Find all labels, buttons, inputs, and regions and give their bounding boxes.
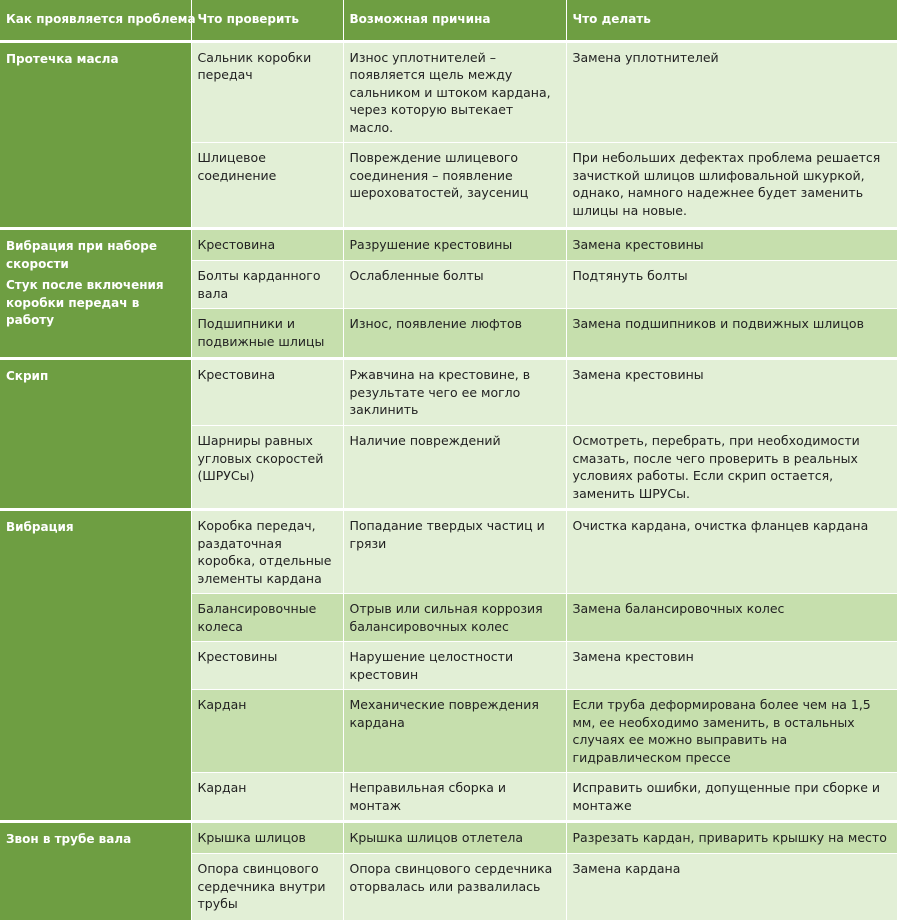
cause-cell: Разрушение крестовины xyxy=(343,229,566,261)
problem-cell xyxy=(0,822,191,921)
cause-cell: Ржавчина на крестовине, в результате чего ее могло заклинить xyxy=(343,359,566,426)
action-cell: Подтянуть болты xyxy=(566,261,897,309)
check-cell: Балансировочные колеса xyxy=(191,594,343,642)
cause-cell: Повреждение шлицевого соединения – появление шероховатостей, заусениц xyxy=(343,143,566,229)
table-row xyxy=(0,229,897,261)
cause-cell: Ослабленные болты xyxy=(343,261,566,309)
problem-text: Скрип xyxy=(6,369,49,383)
header-cause: Возможная причина xyxy=(343,0,566,41)
check-cell: Крестовина xyxy=(191,359,343,426)
check-cell: Шлицевое соединение xyxy=(191,143,343,229)
action-cell: При небольших дефектах проблема решается зачисткой шлицов шлифовальной шкуркой, однако, намного надежнее будет заменить шлицы на новые. xyxy=(566,143,897,229)
problem-text: Звон в трубе вала xyxy=(6,832,132,846)
cause-cell: Неправильная сборка и монтаж xyxy=(343,773,566,822)
problem-cell xyxy=(0,510,191,822)
cause-cell: Механические повреждения кардана xyxy=(343,690,566,773)
header-action: Что делать xyxy=(566,0,897,41)
table-row xyxy=(0,510,897,594)
cause-cell: Попадание твердых частиц и грязи xyxy=(343,510,566,594)
problem-text: Протечка масла xyxy=(6,51,119,66)
cause-cell: Крышка шлицов отлетела xyxy=(343,822,566,854)
action-cell: Замена подшипников и подвижных шлицов xyxy=(566,309,897,359)
action-cell: Замена крестовины xyxy=(566,229,897,261)
cause-cell: Опора свинцового сердечника оторвалась или развалилась xyxy=(343,854,566,921)
check-cell: Крестовины xyxy=(191,642,343,690)
check-cell: Коробка передач, раздаточная коробка, отдельные элементы кардана xyxy=(191,510,343,594)
header-row xyxy=(0,0,897,41)
check-cell: Шарниры равных угловых скоростей (ШРУСы) xyxy=(191,426,343,510)
action-cell: Если труба деформирована более чем на 1,5 мм, ее необходимо заменить, в остальных случаях ее можно выправить на гидравлическом прессе xyxy=(566,690,897,773)
check-cell: Подшипники и подвижные шлицы xyxy=(191,309,343,359)
check-cell: Кардан xyxy=(191,773,343,822)
action-cell: Замена уплотнителей xyxy=(566,41,897,143)
header-check: Что проверить xyxy=(191,0,343,41)
cause-cell: Износ уплотнителей – появляется щель между сальником и штоком кардана, через которую вытекает масло. xyxy=(343,41,566,143)
action-cell: Исправить ошибки, допущенные при сборке и монтаже xyxy=(566,773,897,822)
check-cell: Кардан xyxy=(191,690,343,773)
header-symptom: Как проявляется проблема xyxy=(0,0,191,41)
check-cell: Сальник коробки передач xyxy=(191,41,343,143)
action-cell: Замена крестовин xyxy=(566,642,897,690)
table-row xyxy=(0,822,897,854)
problem-text: Вибрация xyxy=(6,520,74,534)
problem-text: Стук после включения коробки передач в работу xyxy=(6,278,164,327)
problem-cell xyxy=(0,229,191,359)
check-cell: Крышка шлицов xyxy=(191,822,343,854)
action-cell: Замена кардана xyxy=(566,854,897,921)
problem-text: Вибрация при наборе скорости xyxy=(6,239,158,271)
action-cell: Очистка кардана, очистка фланцев кардана xyxy=(566,510,897,594)
check-cell: Опора свинцового сердечника внутри трубы xyxy=(191,854,343,921)
check-cell: Болты карданного вала xyxy=(191,261,343,309)
action-cell: Замена балансировочных колес xyxy=(566,594,897,642)
check-cell: Крестовина xyxy=(191,229,343,261)
action-cell: Разрезать кардан, приварить крышку на место xyxy=(566,822,897,854)
table-row xyxy=(0,359,897,426)
cause-cell: Износ, появление люфтов xyxy=(343,309,566,359)
cause-cell: Наличие повреждений xyxy=(343,426,566,510)
action-cell: Замена крестовины xyxy=(566,359,897,426)
cause-cell: Нарушение целостности крестовин xyxy=(343,642,566,690)
problem-cell xyxy=(0,41,191,229)
action-cell: Осмотреть, перебрать, при необходимости смазать, после чего проверить в реальных условиях работы. Если скрип остается, заменить ШРУСы. xyxy=(566,426,897,510)
problem-cell xyxy=(0,359,191,510)
table-row xyxy=(0,41,897,143)
cause-cell: Отрыв или сильная коррозия балансировочных колес xyxy=(343,594,566,642)
